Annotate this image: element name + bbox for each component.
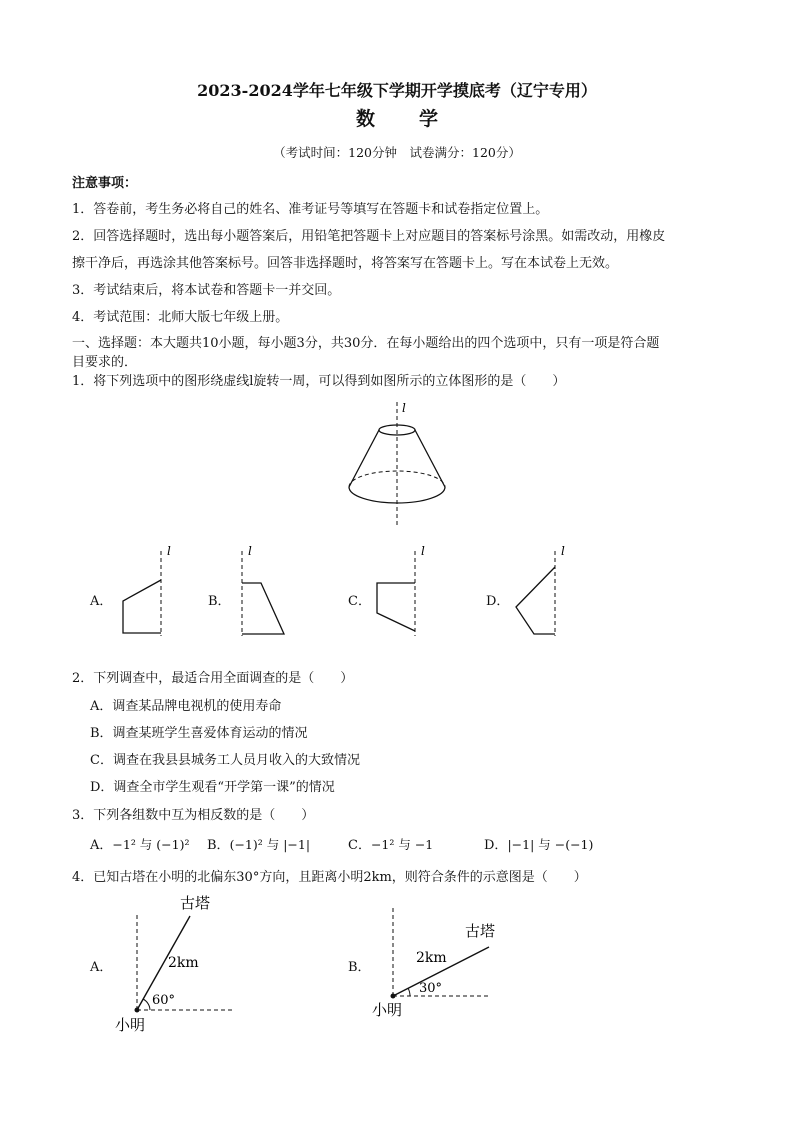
q4-b-angle-label: 30° xyxy=(419,981,443,996)
notice-item-4: 4．考试范围：北师大版七年级上册。 xyxy=(72,310,289,325)
notice-item-3: 3．考试结束后，将本试卷和答题卡一并交回。 xyxy=(72,283,341,298)
q4-a-distance-label: 2km xyxy=(168,955,199,971)
q4-b-distance-label: 2km xyxy=(416,950,447,966)
notice-item-2: 2．回答选择题时，选出每小题答案后，用铅笔把答题卡上对应题目的答案标号涂黑。如需改动，用橡皮 xyxy=(72,229,666,244)
q1-option-d-label: D． xyxy=(486,594,510,609)
q3-option-b xyxy=(207,834,310,853)
axis-label-c: l xyxy=(421,544,425,558)
q1-stem: 1．将下列选项中的图形绕虚线l旋转一周，可以得到如图所示的立体图形的是（ ） xyxy=(72,374,566,389)
subject-char-2: 学 xyxy=(419,108,439,130)
subject-title xyxy=(0,104,794,131)
q3-option-d-expr: |−1| 与 −(−1) xyxy=(507,837,594,852)
q1-option-b-label: B． xyxy=(208,594,231,609)
q3-option-a xyxy=(90,834,189,853)
frustum-figure xyxy=(340,398,460,528)
q3-option-c-expr: −1² 与 −1 xyxy=(370,837,434,852)
q4-option-b-label: B． xyxy=(348,960,371,975)
q3-option-c-label: C． xyxy=(348,838,371,853)
q4-a-angle-label: 60° xyxy=(152,993,176,1008)
q2-stem: 2．下列调查中，最适合用全面调查的是（ ） xyxy=(72,671,354,686)
notice-item-2-cont: 擦干净后，再选涂其他答案标号。回答非选择题时，将答案写在答题卡上。写在本试卷上无效。 xyxy=(72,256,619,271)
q2-option-d: D．调查全市学生观看“开学第一课”的情况 xyxy=(90,780,335,795)
section-line-2: 目要求的． xyxy=(72,355,138,370)
notice-item-1: 1．答卷前，考生务必将自己的姓名、准考证号等填写在答题卡和试卷指定位置上。 xyxy=(72,202,549,217)
q2-option-c: C．调查在我县县城务工人员月收入的大致情况 xyxy=(90,753,360,768)
q2-option-b: B．调查某班学生喜爱体育运动的情况 xyxy=(90,726,308,741)
q4-a-tower-label: 古塔 xyxy=(180,894,211,912)
q4-b-tower-label: 古塔 xyxy=(465,922,496,940)
q4-option-a-label: A． xyxy=(90,960,113,975)
subject-char-1: 数 xyxy=(355,108,375,130)
q3-option-a-label: A． xyxy=(90,838,113,853)
axis-label-d: l xyxy=(561,544,565,558)
q1-option-a-label: A． xyxy=(90,594,113,609)
q4-option-a-figure xyxy=(112,890,242,1040)
axis-label-b: l xyxy=(248,544,252,558)
q4-option-b-figure xyxy=(370,898,520,1028)
q3-option-d xyxy=(484,834,593,853)
q3-option-d-label: D． xyxy=(484,838,508,853)
notice-heading: 注意事项： xyxy=(72,176,138,191)
q1-option-b-figure xyxy=(236,543,296,638)
exam-info: （考试时间：120分钟 试卷满分：120分） xyxy=(273,145,521,160)
axis-label-a: l xyxy=(167,544,171,558)
q3-option-a-expr: −1² 与 (−1)² xyxy=(112,837,190,852)
q4-a-person-label: 小明 xyxy=(115,1016,146,1034)
frustum-axis-label: l xyxy=(402,401,406,415)
q1-option-c-figure xyxy=(370,543,430,638)
q1-option-a-figure xyxy=(115,543,175,638)
q3-option-b-label: B． xyxy=(207,838,230,853)
q3-option-b-expr: (−1)² 与 |−1| xyxy=(229,837,311,852)
q4-b-person-label: 小明 xyxy=(372,1001,403,1019)
q2-option-a: A．调查某品牌电视机的使用寿命 xyxy=(90,699,282,714)
q4-stem: 4．已知古塔在小明的北偏东30°方向，且距离小明2km，则符合条件的示意图是（ ） xyxy=(72,870,587,885)
q3-option-c xyxy=(348,834,433,853)
section-line-1: 一、选择题：本大题共10小题，每小题3分，共30分．在每小题给出的四个选项中，只有一项是符合题 xyxy=(72,336,660,351)
q1-option-c-label: C． xyxy=(348,594,371,609)
q3-stem: 3．下列各组数中互为相反数的是（ ） xyxy=(72,808,315,823)
q1-option-d-figure xyxy=(510,543,570,638)
exam-title: 2023-2024学年七年级下学期开学摸底考（辽宁专用） xyxy=(197,81,597,100)
